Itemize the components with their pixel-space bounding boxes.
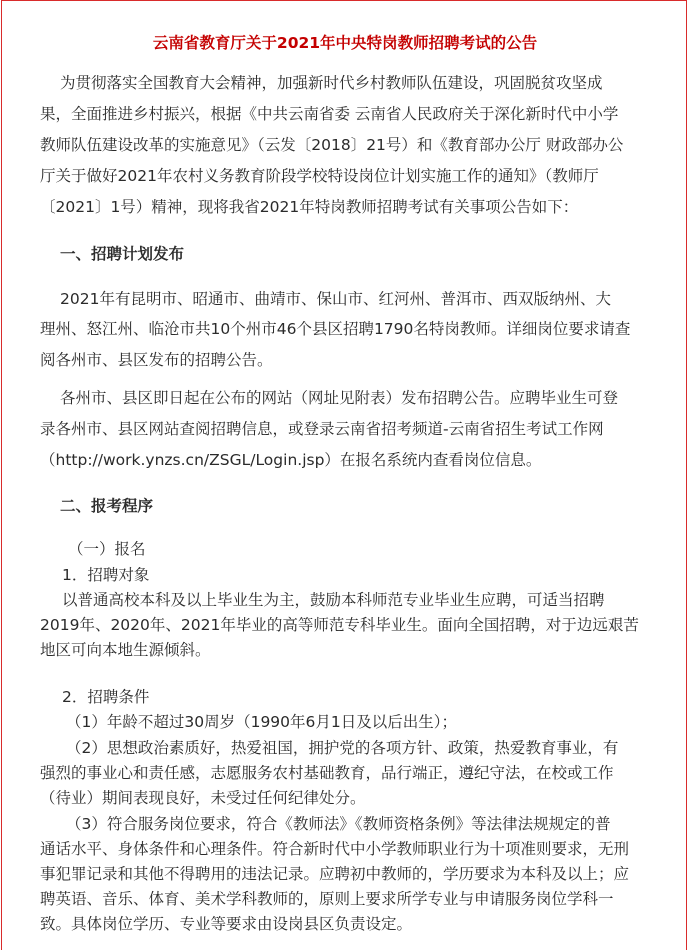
condition-line: 致。具体岗位学历、专业等要求由设岗县区负责设定。 (40, 915, 413, 933)
condition-line: 强烈的事业心和责任感，志愿服务农村基础教育，品行端正，遵纪守法，在校或工作 (40, 764, 614, 782)
condition-line: （2）思想政治素质好，热爱祖国，拥护党的各项方针、政策，热爱教育事业，有 (66, 739, 619, 757)
paragraph-line: 以普通高校本科及以上毕业生为主，鼓励本科师范专业毕业生应聘，可适当招聘 (62, 591, 605, 609)
paragraph-line: （http://work.ynzs.cn/ZSGL/Login.jsp）在报名系统内查看岗位信息。 (40, 451, 542, 469)
condition-line: （待业）期间表现良好，未受过任何纪律处分。 (40, 789, 366, 807)
section-heading: 二、报考程序 (60, 497, 154, 515)
item-heading: 1．招聘对象 (62, 566, 150, 584)
subsection-heading: （一）报名 (68, 540, 146, 558)
paragraph-line: 阅各州市、县区发布的招聘公告。 (40, 351, 273, 369)
intro-line: 果，全面推进乡村振兴，根据《中共云南省委 云南省人民政府关于深化新时代中小学 (40, 105, 619, 123)
paragraph-line: 录各州市、县区网站查阅招聘信息，或登录云南省招考频道-云南省招生考试工作网 (40, 420, 604, 438)
section-heading: 一、招聘计划发布 (60, 245, 185, 263)
page-title: 云南省教育厅关于2021年中央特岗教师招聘考试的公告 (152, 34, 538, 52)
condition-line: （1）年龄不超过30周岁（1990年6月1日及以后出生）； (66, 713, 458, 731)
paragraph-line: 2019年、2020年、2021年毕业的高等师范专科毕业生。面向全国招聘，对于边远艰苦 (40, 616, 639, 634)
paragraph-line: 理州、怒江州、临沧市共10个州市46个县区招聘1790名特岗教师。详细岗位要求请查 (40, 320, 631, 338)
condition-line: （3）符合服务岗位要求，符合《教师法》《教师资格条例》等法律法规规定的普 (66, 815, 611, 833)
intro-line: 厅关于做好2021年农村义务教育阶段学校特设岗位计划实施工作的通知》（教师厅 (40, 167, 599, 185)
item-heading: 2．招聘条件 (62, 688, 150, 706)
intro-line: 教师队伍建设改革的实施意见》（云发〔2018〕21号）和《教育部办公厅 财政部办公 (40, 136, 624, 154)
condition-line: 事犯罪记录和其他不得聘用的违法记录。应聘初中教师的，学历要求为本科及以上；应 (40, 865, 630, 883)
paragraph-line: 地区可向本地生源倾斜。 (40, 641, 211, 659)
intro-line: 〔2021〕1号）精神，现将我省2021年特岗教师招聘考试有关事项公告如下： (40, 198, 579, 216)
intro-line: 为贯彻落实全国教育大会精神，加强新时代乡村教师队伍建设，巩固脱贫攻坚成 (60, 74, 603, 92)
paragraph-line: 各州市、县区即日起在公布的网站（网址见附表）发布招聘公告。应聘毕业生可登 (60, 389, 619, 407)
paragraph-line: 2021年有昆明市、昭通市、曲靖市、保山市、红河州、普洱市、西双版纳州、大 (60, 290, 611, 308)
condition-line: 通话水平、身体条件和心理条件。符合新时代中小学教师职业行为十项准则要求，无刑 (40, 840, 630, 858)
condition-line: 聘英语、音乐、体育、美术学科教师的，原则上要求所学专业与申请服务岗位学科一 (40, 890, 614, 908)
